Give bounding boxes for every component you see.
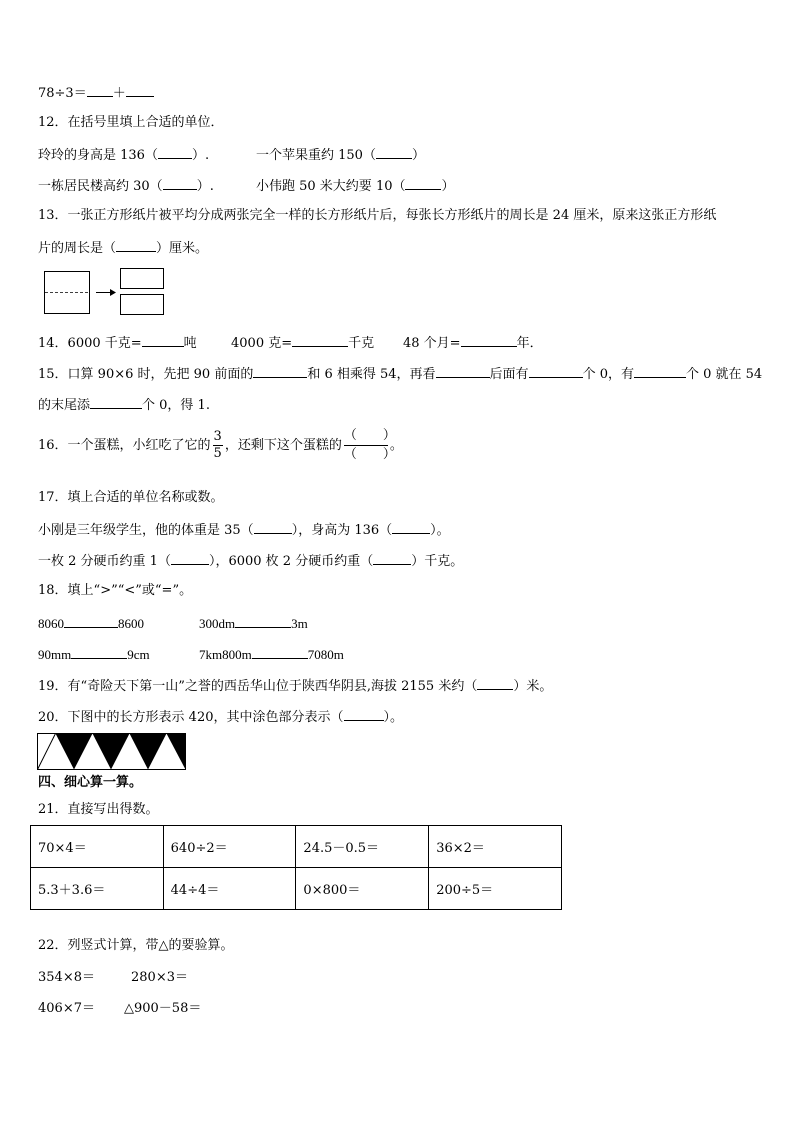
compare-right: 9cm: [127, 647, 150, 662]
q22-d: △900－58＝: [124, 1001, 202, 1016]
answer-blank[interactable]: [254, 520, 292, 534]
q19-text: ）米。: [513, 679, 553, 694]
answer-blank[interactable]: [142, 333, 184, 347]
q16-text: ，还剩下这个蛋糕的: [224, 438, 342, 453]
q11-expr: 78÷3＝: [38, 86, 87, 101]
table-row: [31, 826, 562, 868]
answer-blank[interactable]: [405, 176, 441, 190]
mental-math-table: [30, 825, 562, 910]
compare-right: 8600: [118, 616, 144, 631]
rectangle-top: [121, 269, 164, 289]
rectangle-bottom: [121, 295, 164, 315]
q12-d-text: 小伟跑 50 米大约要 10（: [256, 179, 406, 194]
answer-fraction[interactable]: [343, 427, 396, 464]
q20-text: 20．下图中的长方形表示 420，其中涂色部分表示（: [38, 710, 344, 725]
q18-title: 18．填上“>”“<”或“=”。: [38, 583, 193, 598]
section-heading: 四、细心算一算。: [38, 775, 143, 790]
q17-text: ）。: [430, 523, 450, 538]
table-cell[interactable]: 200÷5＝: [429, 868, 562, 910]
table-cell[interactable]: 36×2＝: [429, 826, 562, 868]
q12-line-c: [38, 176, 214, 196]
q17-line-a: [38, 520, 450, 540]
q12-line-d: [256, 176, 455, 196]
answer-blank[interactable]: [436, 364, 490, 378]
q18-row-2b: [199, 645, 344, 664]
q15-line1: [38, 364, 762, 384]
table-row: [31, 868, 562, 910]
arrow-head-icon: [110, 289, 116, 296]
q21-title: 21．直接写出得数。: [38, 802, 159, 817]
answer-blank[interactable]: [253, 364, 307, 378]
q14-a-unit: 吨: [183, 336, 197, 351]
q12-c-close: ）.: [196, 179, 214, 194]
answer-blank[interactable]: [292, 333, 348, 347]
q13-text: 片的周长是（: [38, 241, 117, 256]
q11-plus: ＋: [112, 86, 126, 101]
q15-text: 个 0 就在 54: [685, 367, 763, 382]
q18-row-1: [38, 614, 144, 633]
answer-blank[interactable]: [87, 83, 113, 97]
q12-a-text: 玲玲的身高是 136（: [38, 148, 158, 163]
answer-blank[interactable]: [171, 551, 209, 565]
answer-blank[interactable]: [90, 395, 142, 409]
q17-text: 一枚 2 分硬币约重 1（: [38, 554, 171, 569]
fraction-denominator: 5: [213, 446, 222, 461]
q14-b-unit: 千克: [348, 336, 375, 351]
compare-right: 7080m: [307, 647, 344, 662]
q12-line-b: [256, 145, 425, 165]
q15-text: 15．口算 90×6 时，先把 90 前面的: [38, 367, 254, 382]
q14-b: 4000 克=: [231, 336, 293, 351]
q13-unit: ）厘米。: [156, 241, 209, 256]
q12-c-text: 一栋居民楼高约 30（: [38, 179, 163, 194]
table-cell[interactable]: 640÷2＝: [163, 826, 296, 868]
q14-line-b: [231, 333, 374, 353]
answer-blank[interactable]: [461, 333, 517, 347]
q19-text: 19．有“奇险天下第一山”之誉的西岳华山位于陕西华阴县,海拔 2155 米约（: [38, 679, 478, 694]
table-cell[interactable]: 0×800＝: [296, 868, 429, 910]
q20-text: ）。: [383, 710, 404, 725]
q22-c: 406×7＝: [38, 1001, 95, 1016]
table-cell[interactable]: 24.5－0.5＝: [296, 826, 429, 868]
answer-blank[interactable]: [376, 145, 412, 159]
q17-text: ），身高为 136（: [291, 523, 393, 538]
compare-left: 90mm: [38, 647, 72, 662]
q11-tail: [38, 83, 154, 103]
q18-row-2: [38, 645, 150, 664]
q14-a: 14．6000 千克=: [38, 336, 142, 351]
q15-text: 后面有: [489, 367, 529, 382]
q12-line-a: [38, 145, 209, 165]
answer-blank[interactable]: [116, 238, 156, 252]
q12-d-close: ）: [441, 179, 455, 194]
q12-b-close: ）: [411, 148, 425, 163]
answer-blank[interactable]: [529, 364, 583, 378]
q12-b-text: 一个苹果重约 150（: [256, 148, 376, 163]
compare-left: 7km800m: [199, 647, 252, 662]
fraction-numerator: 3: [213, 429, 222, 444]
compare-blank[interactable]: [64, 614, 118, 628]
q17-text: ），6000 枚 2 分硬币约重（: [208, 554, 374, 569]
q16-text: 16．一个蛋糕，小红吃了它的: [38, 438, 211, 453]
compare-right: 3m: [291, 616, 308, 631]
q19-line: [38, 676, 552, 696]
q12-title: 12．在括号里填上合适的单位．: [38, 115, 224, 130]
q22-title: 22．列竖式计算，带△的要验算。: [38, 938, 234, 953]
answer-denominator[interactable]: （ ）: [343, 447, 396, 462]
q16-end: 。: [389, 438, 403, 453]
compare-blank[interactable]: [235, 614, 291, 628]
q18-row-1b: [199, 614, 308, 633]
q15-text: 个 0，有: [582, 367, 634, 382]
q17-title: 17．填上合适的单位名称或数。: [38, 490, 224, 505]
q17-text: 小刚是三年级学生，他的体重是 35（: [38, 523, 254, 538]
compare-left: 300dm: [199, 616, 236, 631]
fraction-three-fifths: [213, 429, 223, 462]
q15-text: 和 6 相乘得 54，再看: [307, 367, 436, 382]
table-cell[interactable]: 70×4＝: [31, 826, 164, 868]
q15-text: 个 0，得 1.: [142, 398, 210, 413]
answer-blank[interactable]: [634, 364, 686, 378]
shaded-triangles-figure: [37, 733, 188, 771]
answer-blank[interactable]: [163, 176, 197, 190]
q14-c-unit: 年．: [516, 336, 543, 351]
q13-line1: 13．一张正方形纸片被平均分成两张完全一样的长方形纸片后，每张长方形纸片的周长是 24 厘米，原来这张正方形纸: [38, 208, 717, 223]
q13-line2: [38, 238, 208, 258]
answer-blank[interactable]: [373, 551, 411, 565]
q15-text: 的末尾添: [38, 398, 91, 413]
q17-line-b: [38, 551, 463, 571]
q22-a: 354×8＝: [38, 970, 95, 985]
answer-blank[interactable]: [126, 83, 154, 97]
q14-line: [38, 333, 197, 353]
table-cell[interactable]: 44÷4＝: [163, 868, 296, 910]
q17-text: ）千克。: [411, 554, 464, 569]
answer-blank[interactable]: [158, 145, 192, 159]
answer-blank[interactable]: [344, 707, 384, 721]
q14-line-c: [403, 333, 543, 353]
answer-blank[interactable]: [477, 676, 513, 690]
compare-left: 8060: [38, 616, 64, 631]
compare-blank[interactable]: [71, 645, 127, 659]
table-cell[interactable]: 5.3＋3.6＝: [31, 868, 164, 910]
q20-line: [38, 707, 403, 727]
q14-c: 48 个月=: [403, 336, 461, 351]
q12-a-close: ）.: [191, 148, 210, 163]
q16-line: [38, 426, 403, 466]
answer-numerator[interactable]: （ ）: [344, 427, 388, 446]
q15-line2: [38, 395, 210, 415]
compare-blank[interactable]: [252, 645, 308, 659]
paper-fold-diagram: [44, 268, 166, 318]
answer-blank[interactable]: [392, 520, 430, 534]
q22-b: 280×3＝: [131, 970, 188, 985]
